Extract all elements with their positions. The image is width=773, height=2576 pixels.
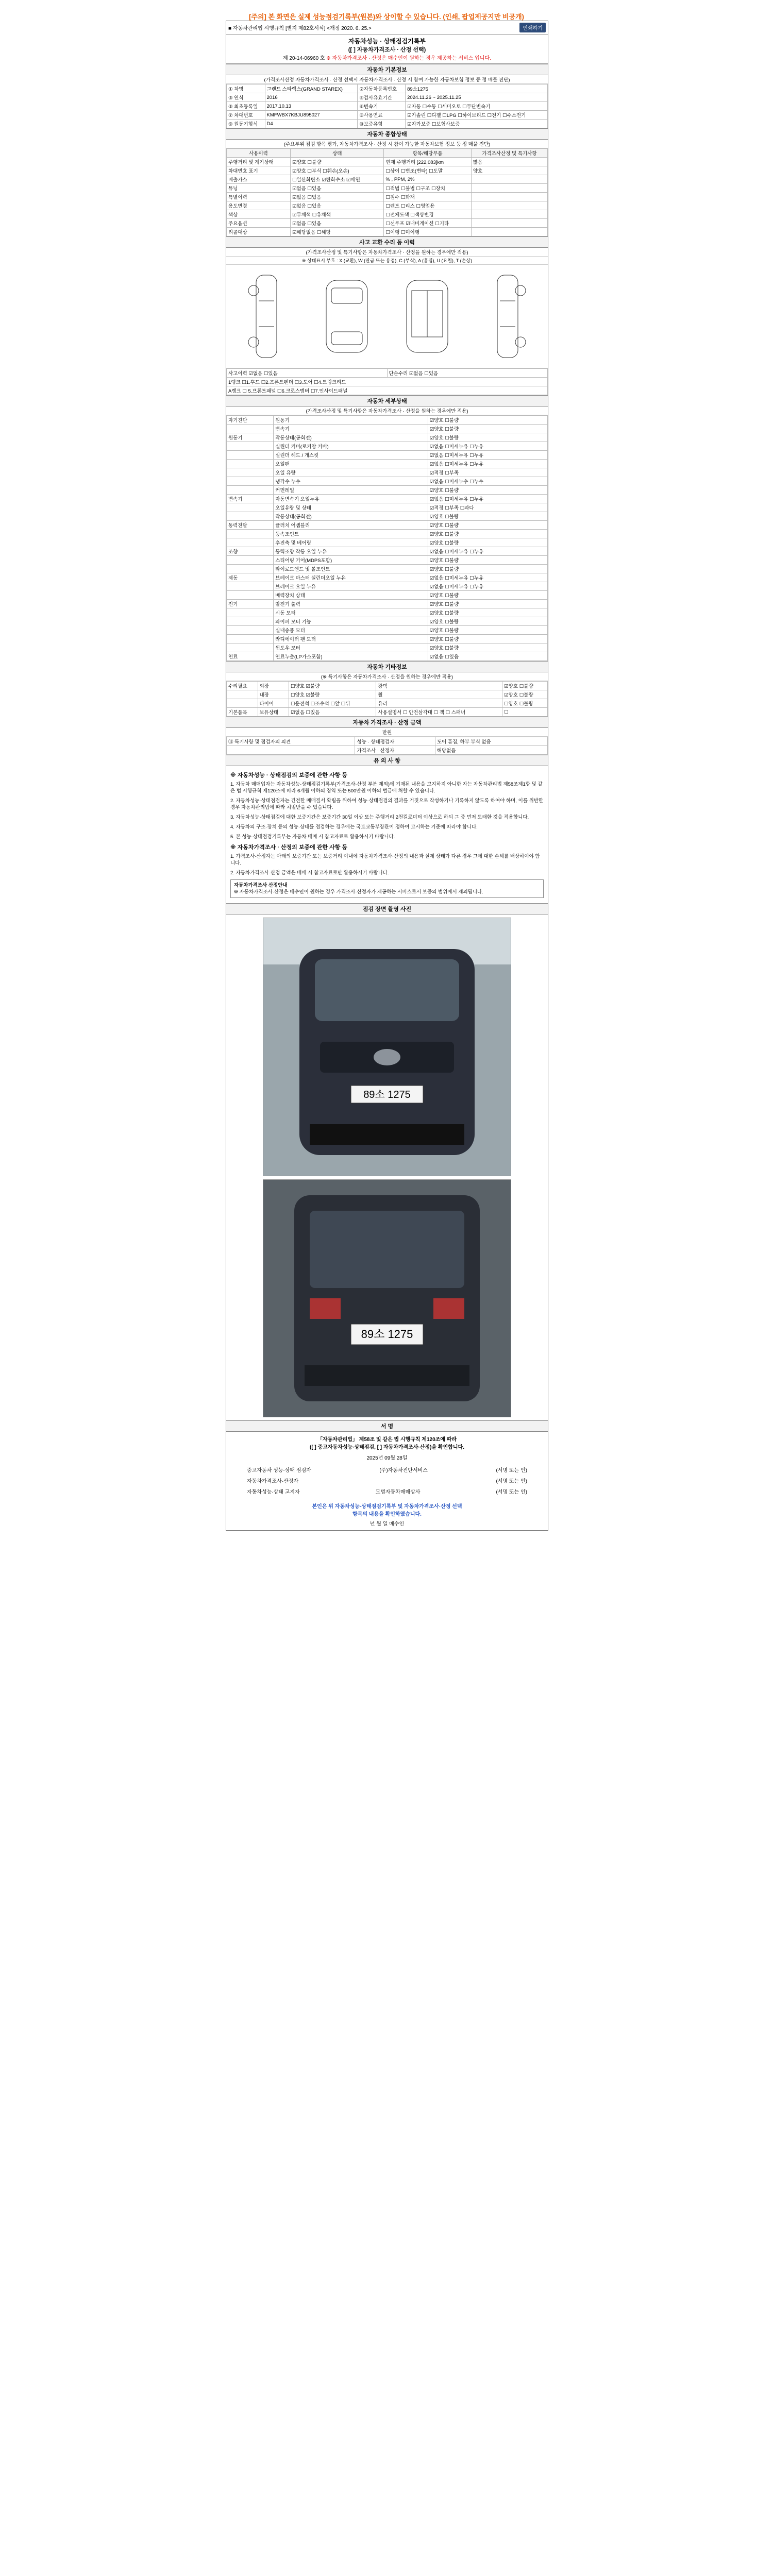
etc-head: 자동차 기타정보 bbox=[226, 661, 548, 672]
detail-row bbox=[227, 600, 548, 608]
status-col-header: 가격조사산정 및 특기사항 bbox=[471, 149, 547, 158]
etc-sub: (※ 특기사항은 자동차가격조사 · 산정을 원하는 경우에만 적용) bbox=[226, 672, 548, 681]
exterior-sub: (가격조사산정 및 특기사항은 자동차가격조사 · 산정을 원하는 경우에만 적용) bbox=[226, 248, 548, 257]
detail-row bbox=[227, 503, 548, 512]
etc-cell: 외장 bbox=[258, 682, 289, 690]
basic-cell: ④검사유효기간 bbox=[358, 93, 406, 102]
detail-cell: ☑없음 ☐미세누유 ☐누유 bbox=[428, 547, 547, 556]
title-main: 자동차성능 · 상태점검기록부 bbox=[348, 38, 426, 45]
status-cell: 용도변경 bbox=[227, 201, 291, 210]
etc-cell: ☐ bbox=[502, 708, 548, 717]
notice1-item: 1. 자동차 매매업자는 자동차성능·상태점검기록부(가격조사·산정 부분 제외)에 기재된 내용을 고지하지 아니한 자는 자동차관리법 제58조제1항 및 같은 법 시행규칙 제120조에 따라 6개월 이하의 징역 또는 500만원 이하의 벌금에 처할 수 있습니다. bbox=[230, 782, 543, 794]
detail-cell: 원동기 bbox=[274, 416, 428, 425]
detail-cell bbox=[227, 538, 274, 547]
detail-cell: 등속조인트 bbox=[274, 530, 428, 538]
basic-cell: ⑤ 최초등록일 bbox=[227, 102, 265, 111]
detail-row bbox=[227, 486, 548, 495]
detail-cell bbox=[227, 477, 274, 486]
status-cell bbox=[471, 201, 547, 210]
detail-cell: 라디에이터 팬 모터 bbox=[274, 635, 428, 643]
basic-cell: 2016 bbox=[265, 93, 358, 102]
status-row bbox=[227, 228, 548, 236]
opinion-cell: 성능 · 상태점검자 bbox=[355, 737, 435, 746]
notice2-head: ※ 자동차가격조사 · 산정의 보증에 관한 사항 등 bbox=[230, 844, 348, 851]
detail-cell: 자동변속기 오일누유 bbox=[274, 495, 428, 503]
detail-cell: 브레이크 오일 누유 bbox=[274, 582, 428, 591]
status-cell: ☐적법 ☐불법 ☐구조 ☐장치 bbox=[384, 184, 471, 193]
detail-cell: 브레이크 마스터 실린더오일 누유 bbox=[274, 573, 428, 582]
basic-cell: ②자동차등록번호 bbox=[358, 84, 406, 93]
status-cell: 튜닝 bbox=[227, 184, 291, 193]
detail-cell: ☑없음 ☐있음 bbox=[428, 652, 547, 661]
detail-row bbox=[227, 617, 548, 626]
etc-cell: 광택 bbox=[376, 682, 502, 690]
status-cell: ☐침수 ☐화재 bbox=[384, 193, 471, 201]
detail-cell: ☑양호 ☐불량 bbox=[428, 643, 547, 652]
status-row bbox=[227, 166, 548, 175]
detail-cell bbox=[227, 451, 274, 460]
closing-1: 본인은 위 자동차성능·상태점검기록부 및 자동차가격조사·산정 선택 bbox=[312, 1504, 462, 1510]
etc-row bbox=[227, 699, 548, 708]
etc-cell: 기본품목 bbox=[227, 708, 258, 717]
status-cell: ☐이행 ☐미이행 bbox=[384, 228, 471, 236]
detail-cell bbox=[227, 512, 274, 521]
detail-row bbox=[227, 643, 548, 652]
status-cell: 양호 bbox=[471, 166, 547, 175]
car-rear-view bbox=[399, 270, 456, 363]
etc-cell: ☐양호 ☑불량 bbox=[289, 682, 376, 690]
plate-front: 89소 1275 bbox=[363, 1089, 411, 1100]
detail-cell: ☑없음 ☐미세누유 ☐누유 bbox=[428, 460, 547, 468]
basic-info-table bbox=[226, 84, 548, 128]
basic-cell: ⑨ 원동기형식 bbox=[227, 120, 265, 128]
footer-date: 2025년 09월 28일 bbox=[366, 1455, 408, 1461]
closing-2: 항목의 내용을 확인하였습니다. bbox=[352, 1512, 422, 1517]
status-row bbox=[227, 175, 548, 184]
detail-cell: ☑양호 ☐불량 bbox=[428, 425, 547, 433]
detail-cell: 전기 bbox=[227, 600, 274, 608]
detail-cell: 오일팬 bbox=[274, 460, 428, 468]
detail-row bbox=[227, 556, 548, 565]
detail-row bbox=[227, 425, 548, 433]
basic-cell: ③ 연식 bbox=[227, 93, 265, 102]
detail-cell: ☑없음 ☐미세누유 ☐누유 bbox=[428, 582, 547, 591]
detail-cell: ☑양호 ☐불량 bbox=[428, 538, 547, 547]
footer-line1: 「자동차관리법」 제58조 및 같은 법 시행규칙 제120조에 따라 bbox=[317, 1437, 457, 1443]
status-cell: 주행거리 및 계기상태 bbox=[227, 158, 291, 166]
notice1-item: 2. 자동차성능·상태점검자는 건전한 매매질서 확립을 위하여 성능·상태점검의 결과를 거짓으로 작성하거나 기록하지 않도록 하여야 하며, 이를 위반한 경우 자동차관리법에 따라 처벌받을 수 있습니다. bbox=[230, 798, 544, 810]
inspector-box bbox=[230, 879, 544, 898]
detail-row bbox=[227, 530, 548, 538]
basic-cell: 2024.11.26 ~ 2025.11.25 bbox=[406, 93, 548, 102]
detail-sub: (가격조사산정 및 특기사항은 자동차가격조사 · 산정을 원하는 경우에만 적용) bbox=[226, 406, 548, 415]
opinion-cell: ⑪ 특기사항 및 점검자의 의견 bbox=[227, 737, 355, 746]
basic-cell: ⑥변속기 bbox=[358, 102, 406, 111]
basic-cell: 89소1275 bbox=[406, 84, 548, 93]
inspector-text: ※ 자동차가격조사·산정은 매수인이 원하는 경우 가격조사·산정자가 제공하는 서비스로서 보증의 범위에서 제외됩니다. bbox=[234, 889, 483, 895]
detail-cell bbox=[227, 503, 274, 512]
inspection-document bbox=[226, 21, 548, 1531]
detail-cell: 원동기 bbox=[227, 433, 274, 442]
detail-cell: 동력조향 작동 오일 누유 bbox=[274, 547, 428, 556]
doc-header bbox=[226, 21, 548, 35]
sig-row-2: 자동차가격조사·산정자 (서명 또는 인) bbox=[247, 1479, 527, 1484]
status-cell: ☐선루프 ☑내비게이션 ☐기타 bbox=[384, 219, 471, 228]
detail-table bbox=[226, 415, 548, 661]
notice1-item: 4. 자동차의 구조·장치 등의 성능·상태를 점검하는 경우에는 국토교통부장관이 정하여 고시하는 기준에 따라야 합니다. bbox=[230, 824, 478, 830]
status-cell: 배출가스 bbox=[227, 175, 291, 184]
detail-cell: 배력장치 상태 bbox=[274, 591, 428, 600]
detail-cell: ☑없음 ☐미세누유 ☐누유 bbox=[428, 451, 547, 460]
detail-cell: ☑없음 ☐미세누유 ☐누유 bbox=[428, 495, 547, 503]
detail-cell bbox=[227, 626, 274, 635]
accident-history: 사고이력 ☑없음 ☐있음 bbox=[227, 369, 388, 378]
status-cell: 많음 bbox=[471, 158, 547, 166]
detail-cell: 오일유량 및 상태 bbox=[274, 503, 428, 512]
detail-cell: 실내송풍 모터 bbox=[274, 626, 428, 635]
detail-cell: 실린더 커버(로커암 커버) bbox=[274, 442, 428, 451]
detail-row bbox=[227, 565, 548, 573]
detail-cell: 시동 모터 bbox=[274, 608, 428, 617]
detail-row bbox=[227, 635, 548, 643]
detail-cell bbox=[227, 442, 274, 451]
detail-cell: 발전기 출력 bbox=[274, 600, 428, 608]
etc-cell: ☐운전석 ☐조수석 ☐앞 ☐뒤 bbox=[289, 699, 376, 708]
detail-row bbox=[227, 626, 548, 635]
status-cell: 현재 주행거리 [222,083]km bbox=[384, 158, 471, 166]
status-cell: 주요옵션 bbox=[227, 219, 291, 228]
notice1-item: 3. 자동차성능·상태점검에 대한 보증기간은 보증기간 30일 이상 또는 주행거리 2천킬로미터 이상으로 하되 그 중 먼저 도래한 것을 적용합니다. bbox=[230, 815, 529, 820]
opinion-table bbox=[226, 737, 548, 755]
detail-cell: ☑양호 ☐불량 bbox=[428, 521, 547, 530]
basic-row bbox=[227, 102, 548, 111]
car-front-view bbox=[318, 270, 375, 363]
detail-cell: 동력전달 bbox=[227, 521, 274, 530]
basic-row bbox=[227, 84, 548, 93]
detail-row bbox=[227, 451, 548, 460]
detail-row bbox=[227, 460, 548, 468]
detail-row bbox=[227, 538, 548, 547]
detail-cell: ☑양호 ☐불량 bbox=[428, 486, 547, 495]
photo-head: 점검 장면 촬영 사진 bbox=[226, 903, 548, 914]
status-cell: ☑없음 ☐있음 bbox=[291, 184, 384, 193]
exterior-head: 사고 교환 수리 등 이력 bbox=[226, 236, 548, 248]
detail-row bbox=[227, 512, 548, 521]
print-button[interactable]: 인쇄하기 bbox=[519, 23, 546, 32]
detail-cell: ☑양호 ☐불량 bbox=[428, 565, 547, 573]
etc-cell: 사용설명서 ☐ 안전삼각대 ☐ 잭 ☐ 스패너 bbox=[376, 708, 502, 717]
status-cell: % , PPM, 2% bbox=[384, 175, 471, 184]
basic-info-sub: (가격조사산정 자동차가격조사 · 산정 선택시 자동차가격조사 · 산정 시 참여 가능한 자동차보험 정보 등 정 매물 진단) bbox=[226, 75, 548, 84]
basic-cell: ⑦ 차대번호 bbox=[227, 111, 265, 120]
footer-line2: ([ ] 중고자동차성능·상태점검, [ ] 자동차가격조사·산정)을 확인합니다. bbox=[309, 1445, 465, 1450]
detail-cell: ☑없음 ☐미세누유 ☐누유 bbox=[428, 442, 547, 451]
detail-cell: ☑양호 ☐불량 bbox=[428, 626, 547, 635]
etc-row bbox=[227, 682, 548, 690]
notice2-item: 1. 가격조사·산정자는 아래의 보증기간 또는 보증거리 이내에 자동차가격조사·산정의 내용과 실제 상태가 다른 경우 그에 대한 손해를 배상하여야 합니다. bbox=[230, 854, 540, 866]
etc-cell: 보유상태 bbox=[258, 708, 289, 717]
detail-cell: ☑양호 ☐불량 bbox=[428, 416, 547, 425]
detail-row bbox=[227, 582, 548, 591]
status-cell: ☑양호 ☐불량 bbox=[291, 158, 384, 166]
etc-row bbox=[227, 708, 548, 717]
status-cell bbox=[471, 175, 547, 184]
status-col-header: 사용이력 bbox=[227, 149, 291, 158]
detail-row bbox=[227, 442, 548, 451]
etc-cell: ☑없음 ☐있음 bbox=[289, 708, 376, 717]
etc-table bbox=[226, 681, 548, 717]
price-head: 자동차 가격조사 · 산정 금액 bbox=[226, 717, 548, 728]
accident-table bbox=[226, 368, 548, 395]
detail-cell: ☑양호 ☐불량 bbox=[428, 608, 547, 617]
detail-cell bbox=[227, 486, 274, 495]
detail-cell: 연료누출(LP가스포함) bbox=[274, 652, 428, 661]
basic-cell: ① 차명 bbox=[227, 84, 265, 93]
detail-row bbox=[227, 652, 548, 661]
detail-cell bbox=[227, 643, 274, 652]
detail-cell: 제동 bbox=[227, 573, 274, 582]
detail-row bbox=[227, 477, 548, 486]
status-cell: ☐렌트 ☐리스 ☐영업용 bbox=[384, 201, 471, 210]
detail-cell: ☑적정 ☐부족 ☐과다 bbox=[428, 503, 547, 512]
detail-cell: ☑양호 ☐불량 bbox=[428, 556, 547, 565]
detail-cell: ☑양호 ☐불량 bbox=[428, 600, 547, 608]
detail-row bbox=[227, 547, 548, 556]
detail-cell: 윈도우 모터 bbox=[274, 643, 428, 652]
detail-cell bbox=[227, 608, 274, 617]
status-cell bbox=[471, 228, 547, 236]
car-left-view bbox=[238, 270, 295, 363]
detail-cell: ☑양호 ☐불량 bbox=[428, 512, 547, 521]
basic-cell: ☑가솔린 ☐디젤 ☐LPG ☐하이브리드 ☐전기 ☐수소전기 bbox=[406, 111, 548, 120]
etc-cell: ☑양호 ☐불량 bbox=[502, 690, 548, 699]
etc-cell: ☑양호 ☐불량 bbox=[502, 682, 548, 690]
detail-cell bbox=[227, 468, 274, 477]
status-col-header: 상태 bbox=[291, 149, 384, 158]
status-cell: ☑해당없음 ☐해당 bbox=[291, 228, 384, 236]
basic-row bbox=[227, 93, 548, 102]
detail-cell: 실린더 헤드 / 개스킷 bbox=[274, 451, 428, 460]
detail-row bbox=[227, 591, 548, 600]
detail-cell bbox=[227, 425, 274, 433]
detail-cell: 냉각수 누수 bbox=[274, 477, 428, 486]
status-row bbox=[227, 193, 548, 201]
detail-cell: 연료 bbox=[227, 652, 274, 661]
etc-cell: 수리필요 bbox=[227, 682, 258, 690]
status-row bbox=[227, 201, 548, 210]
main-frame: A랭크 ☐ 5.프론트패널 ☐6.크로스멤버 ☐7.인사이드패널 bbox=[227, 386, 548, 395]
footer-head: 서 명 bbox=[226, 1420, 548, 1432]
outer-panels: 1랭크 ☐1.후드 ☐2.프론트펜더 ☐3.도어 ☐4.트렁크리드 bbox=[227, 378, 548, 386]
status-sub: (주요부위 점검 항목 평가, 자동차가격조사 · 산정 시 참여 가능한 자동차보험 정보 등 정 매물 진단) bbox=[226, 140, 548, 148]
detail-cell bbox=[227, 582, 274, 591]
detail-cell: 작동상태(공회전) bbox=[274, 433, 428, 442]
detail-cell: 스티어링 기어(MDPS포함) bbox=[274, 556, 428, 565]
detail-row bbox=[227, 521, 548, 530]
title-sub: ([ ] 자동차가격조사 · 산정 선택) bbox=[348, 47, 426, 53]
detail-cell: 와이퍼 모터 기능 bbox=[274, 617, 428, 626]
basic-cell: KMFWBX7KBJU895027 bbox=[265, 111, 358, 120]
detail-row bbox=[227, 468, 548, 477]
top-notice: [주의] 본 화면은 실제 성능점검기록부(원본)와 상이할 수 있습니다. (인쇄, 팝업제공지만 비공개) bbox=[249, 13, 524, 21]
status-cell bbox=[471, 219, 547, 228]
sig-row-3: 자동차성능·상태 고지자 모범자동차매매상사 (서명 또는 인) bbox=[247, 1489, 527, 1495]
status-row bbox=[227, 184, 548, 193]
status-cell: ☑없음 ☐있음 bbox=[291, 193, 384, 201]
detail-row bbox=[227, 433, 548, 442]
status-cell: ☐전체도색 ☐색상변경 bbox=[384, 210, 471, 219]
closing-3: 년 월 일 매수인 bbox=[369, 1521, 405, 1527]
status-row bbox=[227, 210, 548, 219]
detail-row bbox=[227, 573, 548, 582]
etc-cell bbox=[227, 699, 258, 708]
status-col-header: 항목/해당부품 bbox=[384, 149, 471, 158]
detail-cell bbox=[227, 530, 274, 538]
van-rear-photo bbox=[263, 1180, 511, 1417]
detail-cell: ☑양호 ☐불량 bbox=[428, 433, 547, 442]
etc-cell: 유리 bbox=[376, 699, 502, 708]
detail-cell bbox=[227, 565, 274, 573]
etc-cell bbox=[227, 690, 258, 699]
notice1-head: ※ 자동차성능 · 상태점검의 보증에 관한 사항 등 bbox=[230, 772, 348, 778]
status-cell: ☑없음 ☐있음 bbox=[291, 219, 384, 228]
basic-cell: D4 bbox=[265, 120, 358, 128]
detail-cell bbox=[227, 635, 274, 643]
opinion-cell: 가격조사 · 산정자 bbox=[355, 746, 435, 755]
etc-cell: 내장 bbox=[258, 690, 289, 699]
status-cell: ☑양호 ☐부식 ☐훼손(오손) bbox=[291, 166, 384, 175]
basic-cell: 2017.10.13 bbox=[265, 102, 358, 111]
detail-head: 자동차 세부상태 bbox=[226, 395, 548, 406]
basic-cell: ⑧사용연료 bbox=[358, 111, 406, 120]
status-cell: ☑없음 ☐있음 bbox=[291, 201, 384, 210]
plate-rear: 89소 1275 bbox=[361, 1328, 413, 1341]
basic-cell: ☑자동 ☐수동 ☐세미오토 ☐무단변속기 bbox=[406, 102, 548, 111]
detail-cell: 오일 유량 bbox=[274, 468, 428, 477]
detail-cell: 자기진단 bbox=[227, 416, 274, 425]
detail-cell: 작동상태(공회전) bbox=[274, 512, 428, 521]
detail-cell: 조향 bbox=[227, 547, 274, 556]
status-row bbox=[227, 219, 548, 228]
basic-cell: ☑자가보증 ☐보험사보증 bbox=[406, 120, 548, 128]
notice2-item: 2. 자동차가격조사·산정 금액은 매매 시 참고자료로만 활용하시기 바랍니다. bbox=[230, 870, 389, 876]
exterior-legend: ※ 상태표시 부호 : X (교환), W (판금 또는 용접), C (부식), A (흠집), U (요철), T (손상) bbox=[226, 257, 548, 265]
opinion-row bbox=[227, 746, 548, 755]
van-front-photo bbox=[263, 918, 511, 1176]
notice1-item: 5. 본 성능·상태점검기록부는 자동차 매매 시 참고자료로 활용하시기 바랍니다. bbox=[230, 834, 395, 840]
detail-cell bbox=[227, 617, 274, 626]
detail-cell: 클러치 어셈블리 bbox=[274, 521, 428, 530]
detail-cell: ☑양호 ☐불량 bbox=[428, 635, 547, 643]
opinion-cell bbox=[227, 746, 355, 755]
simple-repair: 단순수리 ☑없음 ☐있음 bbox=[387, 369, 548, 378]
status-row bbox=[227, 158, 548, 166]
detail-cell bbox=[227, 556, 274, 565]
detail-row bbox=[227, 608, 548, 617]
form-label: ■ 자동차관리법 시행규칙 [별지 제82호서식] <개정 2020. 6. 25.> bbox=[228, 26, 372, 31]
detail-cell: 변속기 bbox=[227, 495, 274, 503]
notice-head: 유 의 사 항 bbox=[226, 755, 548, 766]
opinion-row bbox=[227, 737, 548, 746]
detail-cell bbox=[227, 591, 274, 600]
opinion-cell: 해당없음 bbox=[435, 746, 547, 755]
status-cell: 특별이력 bbox=[227, 193, 291, 201]
detail-cell: ☑양호 ☐불량 bbox=[428, 617, 547, 626]
detail-cell: 추진축 및 베어링 bbox=[274, 538, 428, 547]
detail-cell: ☑양호 ☐불량 bbox=[428, 591, 547, 600]
detail-cell: 타이로드엔드 및 볼조인트 bbox=[274, 565, 428, 573]
status-cell bbox=[471, 193, 547, 201]
etc-cell: 휠 bbox=[376, 690, 502, 699]
status-cell: ☐상이 ☐변조(변타) ☐도말 bbox=[384, 166, 471, 175]
inspector-head: 자동차가격조사 산정안내 bbox=[234, 883, 288, 888]
detail-cell: ☑적정 ☐부족 bbox=[428, 468, 547, 477]
photo-rear bbox=[263, 1179, 511, 1417]
etc-cell: ☐양호 ☐불량 bbox=[502, 699, 548, 708]
status-table bbox=[226, 148, 548, 236]
status-cell: ☐일산화탄소 ☑탄화수소 ☑매연 bbox=[291, 175, 384, 184]
status-cell: 차대번호 표기 bbox=[227, 166, 291, 175]
basic-info-head: 자동차 기본정보 bbox=[226, 64, 548, 75]
doc-number: 제 20-14-06960 호 ※ 자동차가격조사 · 산정은 매수인이 원하는 경우 제공하는 서비스 입니다. bbox=[282, 56, 491, 61]
doc-title bbox=[226, 35, 548, 64]
detail-cell: 커먼레일 bbox=[274, 486, 428, 495]
footer bbox=[226, 1432, 548, 1530]
detail-cell: ☑없음 ☐미세누수 ☐누수 bbox=[428, 477, 547, 486]
detail-cell: 변속기 bbox=[274, 425, 428, 433]
etc-row bbox=[227, 690, 548, 699]
price-value: 만원 bbox=[226, 728, 548, 737]
detail-cell bbox=[227, 460, 274, 468]
basic-cell: ⑩보증유형 bbox=[358, 120, 406, 128]
photo-front bbox=[263, 918, 511, 1176]
status-cell: 색상 bbox=[227, 210, 291, 219]
car-right-view bbox=[479, 270, 536, 363]
detail-cell: ☑없음 ☐미세누유 ☐누유 bbox=[428, 573, 547, 582]
basic-row bbox=[227, 120, 548, 128]
opinion-cell: 도어 흠집, 하부 부식 없음 bbox=[435, 737, 547, 746]
notice-section bbox=[226, 766, 548, 903]
detail-row bbox=[227, 416, 548, 425]
etc-cell: 타이어 bbox=[258, 699, 289, 708]
status-cell bbox=[471, 184, 547, 193]
status-cell: ☑무채색 ☐유채색 bbox=[291, 210, 384, 219]
status-cell: 리콜대상 bbox=[227, 228, 291, 236]
etc-cell: ☐양호 ☑불량 bbox=[289, 690, 376, 699]
status-head: 자동차 종합상태 bbox=[226, 128, 548, 140]
basic-row bbox=[227, 111, 548, 120]
car-diagram bbox=[226, 265, 548, 368]
detail-cell: ☑양호 ☐불량 bbox=[428, 530, 547, 538]
detail-row bbox=[227, 495, 548, 503]
basic-cell: 그랜드 스타렉스(GRAND STAREX) bbox=[265, 84, 358, 93]
sig-row-1: 중고자동차 성능·상태 점검자 (주)자동차진단서비스 (서명 또는 인) bbox=[247, 1468, 527, 1473]
status-cell bbox=[471, 210, 547, 219]
